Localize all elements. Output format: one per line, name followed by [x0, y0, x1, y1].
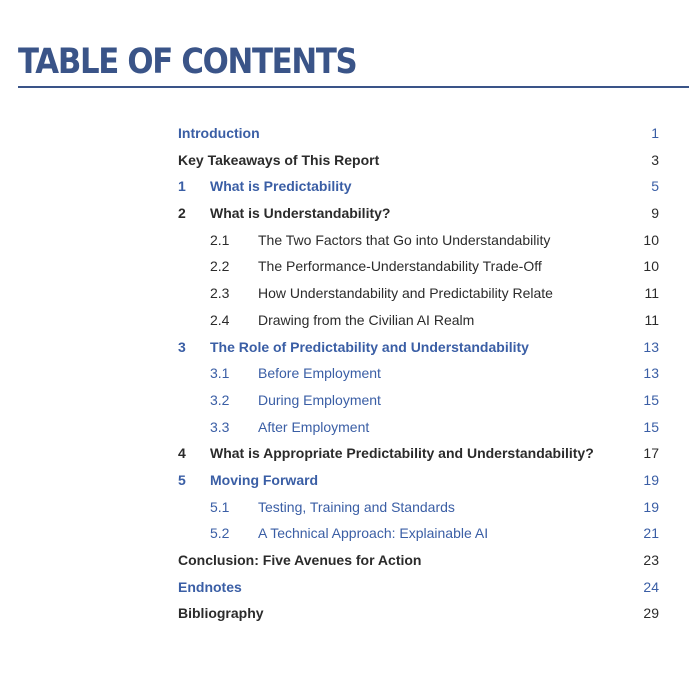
- page-title: TABLE OF CONTENTS: [18, 42, 357, 82]
- toc-entry-title[interactable]: Key Takeaways of This Report: [178, 151, 380, 168]
- toc-entry-title[interactable]: The Two Factors that Go into Understandability: [258, 231, 551, 248]
- toc-entry-title[interactable]: What is Appropriate Predictability and Understandability?: [210, 445, 594, 462]
- toc-entry-page-number: 19: [643, 471, 659, 488]
- toc-entry-number: 2.4: [210, 311, 230, 328]
- toc-entry-title[interactable]: The Performance-Understandability Trade-Off: [258, 258, 542, 275]
- toc-entry[interactable]: [178, 467, 659, 494]
- toc-entry-page-number: 23: [643, 552, 659, 568]
- toc-entry[interactable]: [178, 360, 659, 387]
- toc-entry-page-number: 17: [643, 445, 659, 462]
- toc-entry-title[interactable]: What is Predictability: [210, 178, 352, 195]
- toc-entry-title[interactable]: The Role of Predictability and Understandability: [210, 338, 529, 355]
- toc-entry-page-number: 1: [651, 125, 659, 141]
- toc-entry-title[interactable]: After Employment: [258, 418, 370, 435]
- toc-entry[interactable]: [178, 494, 659, 521]
- toc-entry[interactable]: [178, 574, 659, 601]
- toc-entry-page-number: 9: [651, 205, 659, 222]
- toc-entry-number: 2.3: [210, 285, 230, 302]
- toc-entry-title[interactable]: Introduction: [178, 125, 260, 141]
- toc-entry-number: 3.1: [210, 365, 230, 382]
- toc-entry[interactable]: [178, 147, 659, 174]
- toc-entry-number: 2: [178, 205, 186, 222]
- toc-entry-title[interactable]: Moving Forward: [210, 471, 319, 488]
- toc-entry[interactable]: [178, 227, 659, 254]
- toc-entry-page-number: 3: [651, 151, 659, 168]
- toc-entry-title[interactable]: Before Employment: [258, 365, 381, 382]
- toc-entry-title[interactable]: Drawing from the Civilian AI Realm: [258, 311, 475, 328]
- toc-entry-page-number: 11: [644, 285, 659, 302]
- table-of-contents: [178, 120, 659, 627]
- toc-entry[interactable]: [178, 253, 659, 280]
- toc-entry-page-number: 10: [643, 258, 659, 275]
- toc-entry-number: 3.3: [210, 418, 230, 435]
- title-underline: [18, 86, 689, 88]
- toc-entry-page-number: 13: [643, 338, 659, 355]
- toc-entry-title[interactable]: A Technical Approach: Explainable AI: [258, 525, 489, 542]
- toc-entry-number: 2.1: [210, 231, 230, 248]
- toc-entry-number: 5: [178, 471, 186, 488]
- toc-entry-number: 2.2: [210, 258, 230, 275]
- toc-entry-title[interactable]: Endnotes: [178, 578, 242, 595]
- toc-entry-page-number: 10: [643, 231, 659, 248]
- toc-entry[interactable]: [178, 414, 659, 441]
- toc-entry-page-number: 15: [643, 418, 659, 435]
- toc-entry-title[interactable]: How Understandability and Predictability Relate: [258, 285, 553, 302]
- toc-entry[interactable]: [178, 520, 659, 547]
- toc-entry-page-number: 19: [643, 498, 659, 515]
- toc-entry-page-number: 15: [643, 391, 659, 408]
- toc-entry-title[interactable]: What is Understandability?: [210, 205, 391, 222]
- toc-entry[interactable]: [178, 600, 659, 627]
- toc-entry-title[interactable]: Testing, Training and Standards: [258, 498, 455, 515]
- toc-entry-number: 5.2: [210, 525, 230, 542]
- toc-entry[interactable]: [178, 547, 659, 574]
- toc-entry-number: 4: [178, 445, 186, 462]
- toc-entry-number: 1: [178, 178, 186, 195]
- toc-entry-number: 5.1: [210, 498, 230, 515]
- toc-entry-page-number: 24: [643, 578, 659, 595]
- toc-entry[interactable]: [178, 173, 659, 200]
- toc-entry-page-number: 29: [643, 605, 659, 622]
- toc-entry-page-number: 5: [651, 178, 659, 195]
- toc-entry-number: 3: [178, 338, 186, 355]
- toc-entry[interactable]: [178, 280, 659, 307]
- toc-entry[interactable]: [178, 120, 659, 147]
- toc-entry-page-number: 13: [643, 365, 659, 382]
- toc-entry[interactable]: [178, 334, 659, 361]
- toc-entry-number: 3.2: [210, 391, 230, 408]
- toc-entry[interactable]: [178, 307, 659, 334]
- toc-entry-title[interactable]: Bibliography: [178, 605, 264, 622]
- toc-entry[interactable]: [178, 387, 659, 414]
- toc-entry-title[interactable]: During Employment: [258, 391, 381, 408]
- toc-entry-page-number: 21: [643, 525, 659, 542]
- toc-entry[interactable]: [178, 200, 659, 227]
- toc-entry-title[interactable]: Conclusion: Five Avenues for Action: [178, 552, 422, 568]
- toc-entry-page-number: 11: [644, 311, 659, 328]
- toc-entry[interactable]: [178, 440, 659, 467]
